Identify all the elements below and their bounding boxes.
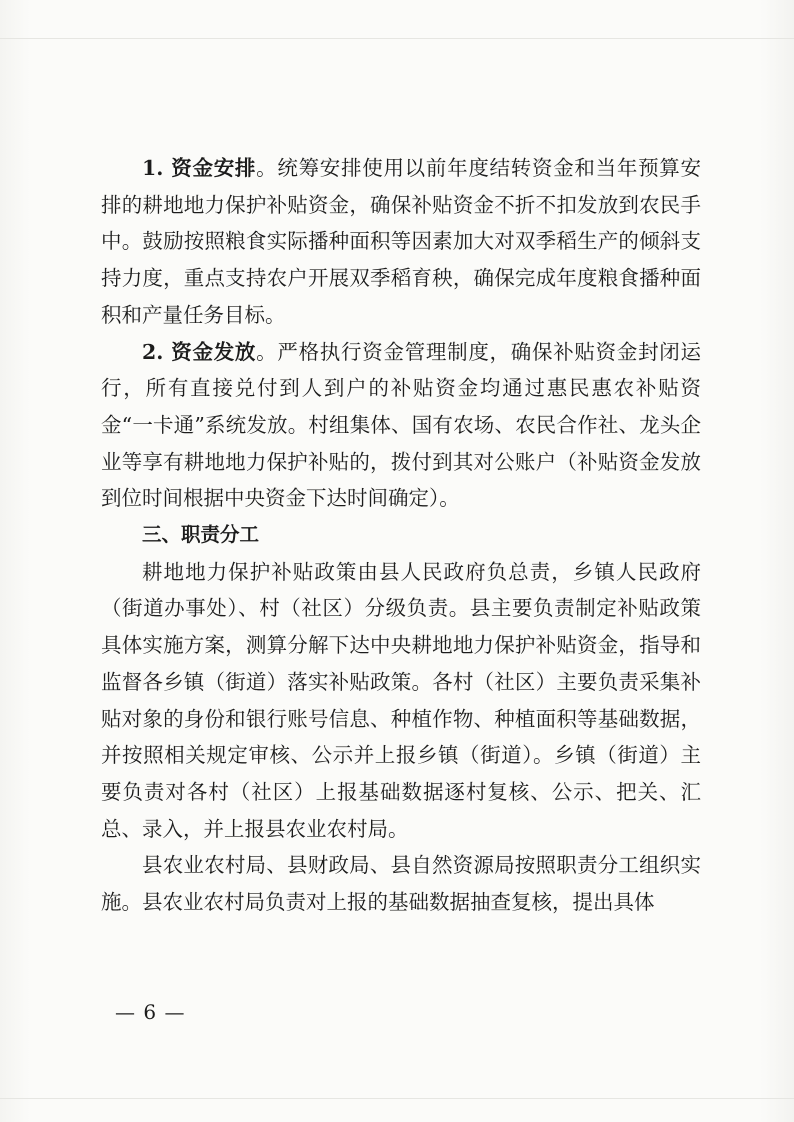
section-heading: 三、职责分工 bbox=[142, 523, 260, 547]
paragraph-responsibilities: 耕地地力保护补贴政策由县人民政府负总责，乡镇人民政府（街道办事处）、村（社区）分级负责。县主要负责制定补贴政策具体实施方案，测算分解下达中央耕地地力保护补贴资金，指导和监督各乡镇（街道）落实补贴政策。各村（社区）主要负责采集补贴对象的身份和银行账号信息、种植作物、种植面积等基础数据，并按照相关规定审核、公示并上报乡镇（街道）。乡镇（街道）主要负责对各村（社区）上报基础数据逐村复核、公示、把关、汇总、录入，并上报县农业农村局。 bbox=[101, 559, 701, 841]
paragraph-title: 1. 资金安排 bbox=[142, 156, 257, 180]
scan-artifact-line bbox=[0, 38, 794, 39]
paragraph-funding-arrangement bbox=[101, 150, 701, 334]
document-body bbox=[101, 150, 701, 921]
scan-artifact-line bbox=[0, 1098, 794, 1099]
page-number: — 6 — bbox=[115, 1000, 186, 1024]
paragraph-funding-distribution bbox=[101, 334, 701, 518]
paragraph-implementation: 县农业农村局、县财政局、县自然资源局按照职责分工组织实施。县农业农村局负责对上报的基础数据抽查复核，提出具体 bbox=[101, 853, 701, 915]
paragraph-title: 2. 资金发放 bbox=[142, 339, 257, 364]
paragraph-text: 。统筹安排使用以前年度结转资金和当年预算安排的耕地地力保护补贴资金，确保补贴资金不折不扣发放到农民手中。鼓励按照粮食实际播种面积等因素加大对双季稻生产的倾斜支持力度，重点支持农户开展双季稻育秧，确保完成年度粮食播种面积和产量任务目标。 bbox=[101, 156, 702, 327]
paragraph-text: 。严格执行资金管理制度，确保补贴资金封闭运行，所有直接兑付到人到户的补贴资金均通过惠民惠农补贴资金“一卡通”系统发放。村组集体、国有农场、农民合作社、龙头企业等享有耕地地力保护补贴的，拨付到其对公账户（补贴资金发放到位时间根据中央资金下达时间确定）。 bbox=[101, 339, 702, 511]
